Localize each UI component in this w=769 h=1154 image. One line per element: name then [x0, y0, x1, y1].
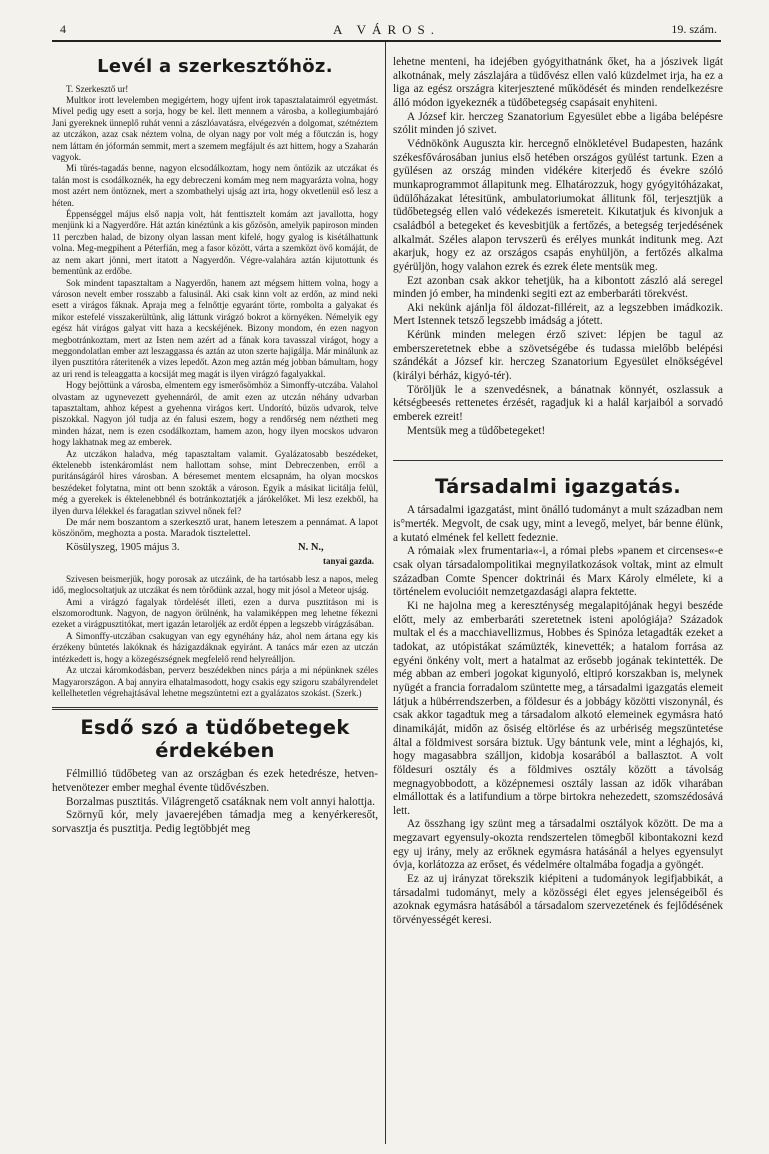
- letter-paragraph: Hogy bejöttünk a városba, elmentem egy ismerősömhöz a Simonffy-utczába. Valahol olvastam az ugynevezett gyehennáról, de amit ezen az utczán néhány udvarban tapasztaltam, ahhoz képest a gyehenna virágos kert. Undorító, büzös udvarok, telve piszokkal. Nagyon jól tudja az én falusi eszem, hogy a rendőrség nem néztheti meg minden házat, nem is ezen csodálkoztam, hamem azon, hogy ilyen mocskos udvaron hogy lakhatnak meg az emberek.: [52, 380, 378, 448]
- left-column: [52, 46, 378, 1146]
- tuberculosis-paragraph: Töröljük le a szenvedésnek, a bánatnak könnyét, oszlassuk a kétségbeesés rettenetes érzését, ragadjuk ki a halál karjaiból a sorvadó emberek ezreit!: [393, 383, 723, 424]
- tuberculosis-continuation: lehetne menteni, ha idejében gyógyithatnánk őket, ha a jószivek ligát alkotnának, mely zászlajára a tüdővész ellen való küzdelmet irja, ha ez a liga az egész országra kiterjesztené működését és minden rendelkezésre álló módon igyekeznék a tüdőbetegség csapásait enyhiteni.: [393, 56, 723, 109]
- letter-body: [52, 95, 378, 540]
- tuberculosis-body-right: [393, 56, 723, 438]
- tuberculosis-paragraph: Borzalmas pusztitás. Világrengető csatáknak nem volt annyi halottja.: [66, 795, 375, 808]
- reply-paragraph: Szivesen beismerjük, hogy porosak az utczáink, de ha tartósabb lesz a napos, meleg idő, meglocsoltatjuk az utczákat és nem törődünk azzal, hogy mit jósol a Meteor ujság.: [52, 573, 378, 596]
- reply-paragraph: Ami a virágzó fagalyak tördelését illeti, ezen a durva pusztitáson mi is elszomorodtunk. Nagyon, de nagyon örülnénk, ha valamiképpen meg lehetne fékezni ezeket a virágpusztitókat, mert igazán letaroljék az erdőt éppen a legszebb virágzásában.: [52, 596, 378, 630]
- letter-paragraph: Az utczákon haladva, még tapasztaltam valamit. Gyalázatosabb beszédeket, éktelenebb istenkáromlást nem hallottam sohse, mint Debreczenben, erről a puritánságáról hires városban. A béresemet mentem elcsapnám, ha olyan mocskos beszédeket folytatna, mint ott benn szokták a városon. Egyik a másikat licitálja felül, még a gyerekek is éktelenebbnél és botránkoztatjék a járókelőket. Mi lesz ezekből, ha ilyen durva lélekkel és faragatlan szivvel nőnek fel?: [52, 448, 378, 516]
- administration-body: [393, 504, 723, 927]
- letter-paragraph: Éppenséggel május első napja volt, hát fenttisztelt komám azt javallotta, hogy menjünk ki a Nagyerdőre. Hát aztán kinéztünk a kis gőzösön, amelyik papiroson minden 11 perczben halad, de bizony olyan lassan ment kifelé, hogy gyalog is kisétálhattunk volna. Meg-megpihent a Péterfián, meg a fasor között, várta a szemközt övő komáját, de az nem akart jönni, mert itatott a Nagyerdőn. Végre-valahára aztán kijutottunk és bementünk az erdőbe.: [52, 209, 378, 277]
- section-separator: [52, 707, 378, 710]
- letter-greeting: T. Szerkesztő ur!: [66, 84, 129, 94]
- letter-title: Levél a szerkesztőhöz.: [97, 56, 333, 77]
- newspaper-title: A VÁROS.: [332, 22, 440, 37]
- tuberculosis-paragraph: Aki nekünk ajánlja föl áldozat-filléreit, az a legszebben imádkozik. Mert Istennek tetsző legszebb imádság a jótett.: [393, 301, 723, 328]
- administration-paragraph: A rómaiak »lex frumentaria«-i, a római plebs »panem et circenses«-e csak olyan társadalompolitikai megnyilatkozások voltak, mint az elmult században Comte Spencer doktrinái és Marx Károly elmélete, ki a történelem evolucióit nemzetgazdasági alapra fektette.: [393, 545, 723, 599]
- administration-paragraph: Ki ne hajolna meg a kereszténység megalapitójának hegyi beszéde előtt, mely az emberbaráti szeretetnek isteni apológiája? Századok multak el és a macchiavellizmus, Hobbes és Spinóza letagadták ezeket a tadokat, az utópistákat számüzték, kinevették; a hatalom forrása az egyéni önkény volt, mert a hatalmat az erősebb jogának tekintették. De még abban az emberi jogokat kigunyoló, eltipró korszakban is, melynek nyügét a francia forradalom szüntette meg, a társadalmi igazgatás elemeit látjuk a hübérrendszerben, a földesur és a jobbágy közötti viszonynál, és csak akkor tagadtuk meg a társadalom alkotó elemeinek egymásra ható dinamikáját, midőn az ősiség eltörlése és az urbériség megszüntetése által a földmivest sorsára biztuk. Ugy bántunk vele, mint a léghajós, ki, hogy magasabbra szálljon, kidobja kosarából a ballasztot. A volt földesuri osztály és a földmives osztály között a távolság megnagyobbodott, a középnemesi osztály lassan az idők viharában elmállottak és a latifundium a törpe birtokra nehezedett, szomszédosává lett.: [393, 599, 723, 817]
- page-number: 4: [60, 22, 66, 36]
- tuberculosis-paragraph: Védnökönk Auguszta kir. hercegnő elnökletével Budapesten, hazánk székesfővárosában junius első hetében országos gyülést tartunk. Ezen a gyülésen az ország minden vidékére kiterjedő és évekre szóló munkaprogrammot állapitunk meg. Elhatározzuk, hogy gyógyitóházakat, üdülőházakat létesitünk, ambulatoriumokat állitunk föl, terjesztjük a tüdőbetegség ellen való védekezés ismereteit. Kikutatjuk és kivonjuk a családból a betegeket és kevesbitjük a fertőzés, a betegség terjedésének alkalmát. Széles alapon tervszerü és erélyes munkát inditunk meg. Azt akarjuk, hogy ez az országos csapás enyhüljön, a fertőzés alkalma gyérüljön, hogy valahon ezrek és ezrek élete mentsük meg.: [393, 137, 723, 273]
- place-date: Kösülyszeg, 1905 május 3.: [66, 541, 180, 553]
- header-rule: [52, 40, 721, 42]
- signature-name: N. N.,: [298, 541, 324, 553]
- signature-line: [52, 542, 378, 556]
- reply-paragraph: Az utczai káromkodásban, perverz beszédekben nincs párja a mi népünknek széles Magyarországon. A baj annyira elhatalmasodott, hogy csakis egy szigoru szabályrendelet kellelhetetlen végrehajtásával lehetne megszüntetni ezt a gyalázatos szokást. (Szerk.): [52, 665, 378, 698]
- tuberculosis-paragraph: A József kir. herczeg Szanatorium Egyesület ebbe a ligába belépésre szólit minden jó szivet.: [393, 110, 723, 137]
- tuberculosis-paragraph: Kérünk minden melegen érző szivet: lépjen be tagul az emberszeretetnek ebbe a szövetségébe és tudassa mielőbb belépési szándékát a József kir. herczeg Szanatorium Egyesület elnökségével (királyi bérház, kigyó-tér).: [393, 329, 723, 383]
- administration-paragraph: Az összhang igy szünt meg a társadalmi osztályok között. De ma a megzavart egyensuly-okozta rendszertelen tömegből kibontakozni kezd egy uj irány, mely az erőknek egymásra hatásánál a helyes egyensulyt óvja, korlátozza az erőset, és védelmére oltalmába fogadja a gyöngét.: [393, 818, 723, 872]
- letter-paragraph: Mi türés-tagadás benne, nagyon elcsodálkoztam, hogy nem öntözik az utczákat és talán most is csodálkoznék, ha egy debreczeni komám meg nem magyarázta volna, hogy most azért nem öntöznek, mert a szombathelyi ujság azt irta, hogy okvetlenül eső lesz a héten.: [52, 163, 378, 208]
- tuberculosis-title: Esdő szó a tüdőbetegek érdekében: [80, 716, 350, 763]
- letter-paragraph: Sok mindent tapasztaltam a Nagyerdőn, hanem azt mégsem hittem volna, hogy a városon nevelt ember rosszabb a falusinál. Aki csak kinn volt az erdőn, az mind neki esett a virágos fáknak. Apraja meg a felnőttje egyaránt törte, rombolta a galyakat és mikor estefelé visszakerültünk, alig láttunk virágzó bokrot a környéken. Némelyik egy egész hát virágos galyat vitt haza a kecskéjének. Bizony mondom, én ezen nagyon megbotránkoztam, mert az Isten nem azért ad a fának kora tavasszal virágot, hogy a meggondolatlan ember azt leszaggassa és aztán az uton szerte hajigálja. Már minálunk az ilyen pusztitóra ráteritenék a vizes lepedőt. Azon meg aztán még jobban bámultam, hogy az uri rend is teleaggatta a kocsiját meg magát is ilyen virágzó fagalyakkal.: [52, 277, 378, 379]
- letter-paragraph: De már nem boszantom a szerkesztő urat, hanem leteszem a pennámat. A lapot köszönöm, meghozta a posta. Maradok tisztelettel.: [52, 517, 378, 540]
- issue-number: 19. szám.: [671, 22, 717, 36]
- administration-title: Társadalmi igazgatás.: [435, 475, 681, 499]
- tuberculosis-paragraph: Ezt azonban csak akkor tehetjük, ha a kibontott zászló alá seregel minden jó ember, ha mindenki segiti ezt az emberbaráti törekvést.: [393, 274, 723, 301]
- editor-reply: [52, 574, 378, 699]
- tuberculosis-paragraph: Szörnyű kór, mely javaerejében támadja meg a kenyérkeresőt, sorvasztja és pusztitja. Pedig legtöbbjét meg: [52, 809, 378, 835]
- letter-paragraph: Multkor irott levelemben megigértem, hogy ujfent irok tapasztalataimról egyetmást. Mivel pedig ugy esett a sorja, hogy be kel. llett mennem a városba, a kollegiumbajáró Jani gyereknek ünneplő ruhát venni a zászlóavatásra, elvégezvén a dolgomat, szétnéztem az utczákon, azaz csak néztem volna, de olyan nagy por volt még a főutczán is, hogy nem láttam én jóformán semmit, mert a szemem megfájult és azt hittem, hogy a Szaharán vagyok.: [52, 95, 378, 163]
- administration-paragraph: A társadalmi igazgatást, mint önálló tudományt a mult században nem is°merték. Megvolt, de csak ugy, mint a levegő, melyet, bár benne élünk, a kutató elmének fel kellett fedeznie.: [393, 504, 723, 544]
- page-header: [52, 22, 721, 40]
- tuberculosis-paragraph: Mentsük meg a tüdőbetegeket!: [407, 424, 546, 437]
- tuberculosis-paragraph: Félmillió tüdőbeteg van az országban és ezek hetedrésze, hetven-hetvenötezer ember meghal évente tüdővészben.: [52, 768, 378, 794]
- administration-paragraph: Ez az uj irányzat törekszik kiépiteni a tudományok legifjabbikát, a társadalmi tudományt, mely a közösségi élet egyes jelenségeiből és azoknak egymásra hatásából a társadalom szervezetének és fejlődésének törvényességét keresi.: [393, 873, 723, 927]
- signature-title: tanyai gazda.: [322, 555, 374, 566]
- section-separator: [393, 460, 723, 461]
- reply-paragraph: A Simonffy-utczában csakugyan van egy egynéhány ház, ahol nem ártana egy kis érzékeny büntetés lakóknak és házigazdáknak egyiránt. A tanács már ezen az utczán intézkedett is, hogy a közegészségnek megfelelő rend helyreálljon.: [52, 630, 378, 664]
- tuberculosis-body-left: [52, 768, 378, 836]
- right-column: [393, 46, 723, 1146]
- column-divider: [385, 42, 386, 1144]
